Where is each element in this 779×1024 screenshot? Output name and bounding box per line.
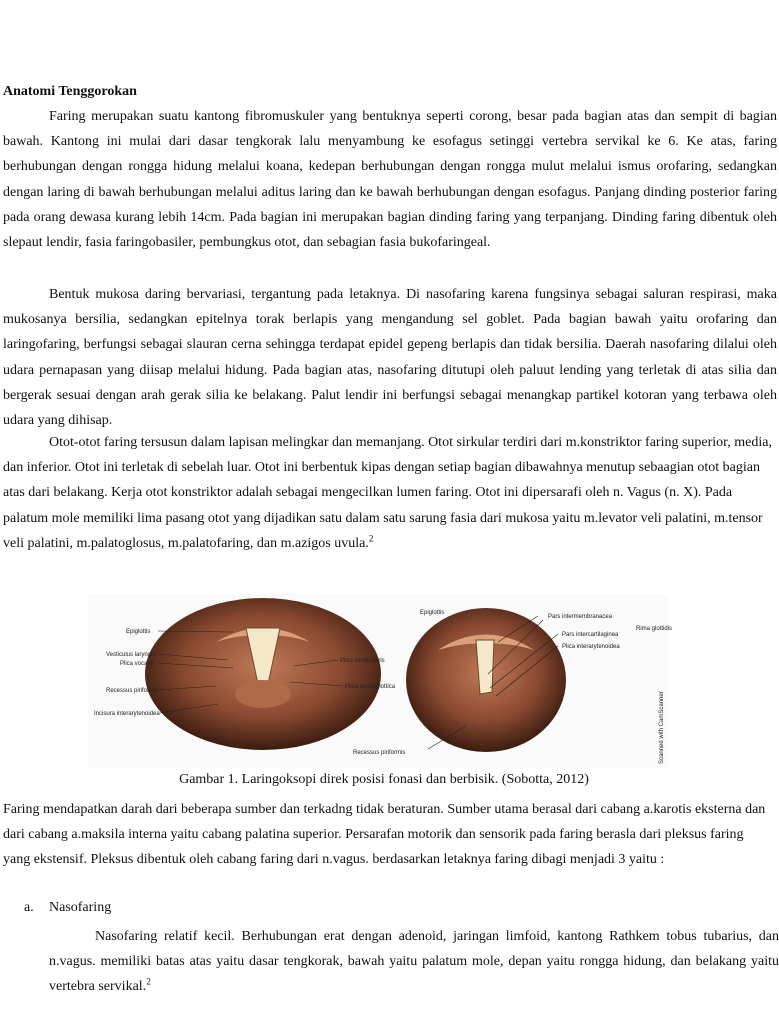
watermark-text: Scanned with CamScanner bbox=[659, 691, 665, 764]
citation-superscript-2: 2 bbox=[146, 976, 151, 987]
label-plica-aryepiglottica: Plica aryepiglottica bbox=[345, 684, 396, 690]
laryngoscopy-illustration bbox=[88, 594, 673, 768]
label-recessus-piriformis-right: Recessus piriformis bbox=[353, 750, 406, 756]
label-epiglottis-right: Epiglottis bbox=[420, 610, 445, 616]
left-laryngoscope-view bbox=[145, 598, 381, 750]
section-heading: Anatomi Tenggorokan bbox=[3, 84, 137, 99]
citation-superscript: 2 bbox=[368, 533, 374, 544]
label-plica-vestibularis: Plica vestibularis bbox=[340, 658, 385, 664]
nasofaring-paragraph: Nasofaring relatif kecil. Berhubungan erat dengan adenoid, jaringan limfoid, kantong Rathkem tobus tubarius, dan n.vagus. memiliki batas atas yaitu dasar tengkorak, bawah yaitu palatum mole, depan yaitu rongga hidung, dan belakang yaitu vertebra servikal.$^2$ bbox=[49, 929, 779, 995]
label-recessus-piriformis-left: Recessus piriformis bbox=[106, 688, 159, 694]
paragraph-4: Faring mendapatkan darah dari beberapa sumber dan terkadng tidak beraturan. Sumber utama berasal dari cabang a.karotis eksterna dan dari cabang a.maksila interna yaitu cabang palatina superior. Persarafan motorik dan sensorik pada faring berasla dari pleksus faring yang ekstensif. Pleksus dibentuk oleh cabang faring dari n.vagus. berdasarkan letaknya faring dibagi menjadi 3 yaitu : bbox=[3, 802, 766, 868]
label-pars-intermembranacea: Pars intermembranacea bbox=[548, 614, 613, 620]
paragraph-2: Bentuk mukosa daring bervariasi, tergantung pada letaknya. Di nasofaring karena fungsinya sebagai saluran respirasi, maka mukosanya bersilia, sedangkan epitelnya torak berlapis yang mengandung sel goblet. Pada bagian bawah yaitu orofaring dan laringofaring, berfungsi sebagai slauran cerna sehingga terdapat epidel gepeng berlapis dan tidak bersilia. Daerah nasofaring dilalui oleh udara pernapasan yang diisap melalui hidung. Pada bagian atas, nasofaring ditutupi oleh paluut lending yang terletak di atas silia dan bergerak sesuai dengan arah gerak silia ke belakang. Palut lendir ini berfungsi sebagai menangkap partikel kotoran yang terbawa oleh udara yang dihisap. bbox=[3, 287, 777, 429]
label-incisura-interarytenoidea: Incisura interarytenoidea bbox=[94, 711, 160, 717]
list-item-title: Nasofaring bbox=[49, 900, 112, 915]
paragraph-3: Otot-otot faring tersusun dalam lapisan melingkar dan memanjang. Otot sirkular terdiri dari m.konstriktor faring superior, media, dan inferior. Otot ini terletak di sebelah luar. Otot ini berbentuk kipas dengan setiap bagian dibawahnya menutup sebaagian otot bagian atas dari belakang. Kerja otot konstriktor adalah sebagai mengecilkan lumen faring. Otot ini dipersarafi oleh n. Vagus (n. X). Pada palatum mole memiliki lima pasang otot yang dijadikan satu dalam satu sarung fasia dari mukosa yaitu m.levator veli palatini, m.tensor veli palatini, m.palatoglosus, m.palatofaring, dan m.azigos uvula.$^2$ bbox=[3, 435, 772, 551]
right-laryngoscope-view bbox=[406, 608, 566, 752]
paragraph-1: Faring merupakan suatu kantong fibromuskuler yang bentuknya seperti corong, besar pada bagian atas dan sempit di bagian bawah. Kantong ini mulai dari dasar tengkorak lalu menyambung ke esofagus setinggi vertebra servikal ke 6. Ke atas, faring berhubungan dengan rongga hidung melalui koana, kedepan berhubungan dengan rongga mulut melalui ismus orofaring, sedangkan dengan laring di bawah berhubungan melalui aditus laring dan ke bawah berhubungan dengan esofagus. Panjang dinding posterior faring pada orang dewasa kurang lebih 14cm. Pada bagian ini merupakan bagian dinding faring yang terpanjang. Dinding faring dibentuk oleh slepaut lendir, fasia faringobasiler, pembungkus otot, dan sebagian fasia bukofaringeal. bbox=[3, 109, 777, 251]
laryngoscopy-figure bbox=[88, 594, 673, 768]
list-marker: a. bbox=[24, 900, 34, 915]
label-plica-interarytenoidea: Plica interarytenoidea bbox=[562, 644, 620, 650]
label-rima-glottidis: Rima glottidis bbox=[636, 626, 673, 632]
label-plica-vocalis: Plica vocalis bbox=[120, 661, 154, 667]
figure-caption: Gambar 1. Laringoksopi direk posisi fonasi dan berbisik. (Sobotta, 2012) bbox=[179, 772, 589, 787]
label-vesticulus-laryngis: Vesticulus laryngis bbox=[106, 652, 156, 658]
label-pars-intercartilaginea: Pars intercartilaginea bbox=[562, 632, 619, 638]
list-item-nasofaring bbox=[24, 900, 111, 916]
label-epiglottis-left: Epiglottis bbox=[126, 629, 151, 635]
